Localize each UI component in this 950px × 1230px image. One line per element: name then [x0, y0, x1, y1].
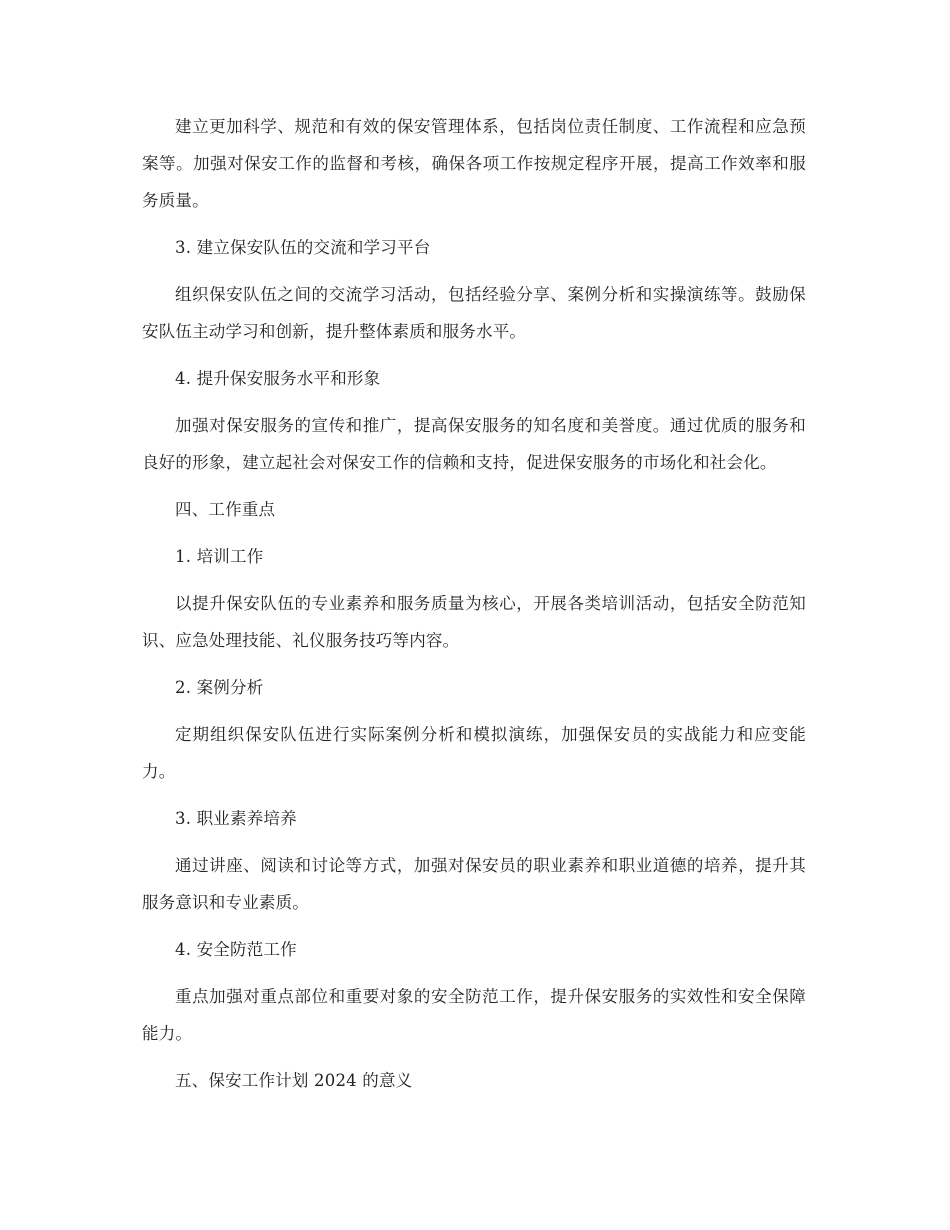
spacer	[142, 575, 806, 585]
section-heading: 2. 案例分析	[175, 678, 264, 697]
paragraph: 重点加强对重点部位和重要对象的安全防范工作，提升保安服务的实效性和安全保障能力。	[142, 987, 806, 1043]
spacer	[142, 659, 806, 669]
spacer	[142, 790, 806, 800]
spacer	[142, 528, 806, 538]
spacer	[142, 837, 806, 847]
section-heading: 4. 提升保安服务水平和形象	[175, 369, 381, 388]
chapter-heading: 四、工作重点	[175, 500, 276, 519]
paragraph: 组织保安队伍之间的交流学习活动，包括经验分享、案例分析和实操演练等。鼓励保安队伍主动学习和创新，提升整体素质和服务水平。	[142, 285, 806, 341]
spacer	[142, 1052, 806, 1062]
spacer	[142, 921, 806, 931]
chapter-heading: 五、保安工作计划 2024 的意义	[175, 1071, 413, 1090]
section-heading: 1. 培训工作	[175, 547, 264, 566]
spacer	[142, 481, 806, 491]
spacer	[142, 706, 806, 716]
spacer	[142, 219, 806, 229]
paragraph: 通过讲座、阅读和讨论等方式，加强对保安员的职业素养和职业道德的培养，提升其服务意识和专业素质。	[142, 856, 806, 912]
paragraph: 加强对保安服务的宣传和推广，提高保安服务的知名度和美誉度。通过优质的服务和良好的形象，建立起社会对保安工作的信赖和支持，促进保安服务的市场化和社会化。	[142, 416, 806, 472]
spacer	[142, 397, 806, 407]
paragraph: 定期组织保安队伍进行实际案例分析和模拟演练，加强保安员的实战能力和应变能力。	[142, 725, 806, 781]
section-heading: 3. 建立保安队伍的交流和学习平台	[175, 238, 431, 257]
spacer	[142, 968, 806, 978]
paragraph: 建立更加科学、规范和有效的保安管理体系，包括岗位责任制度、工作流程和应急预案等。加强对保安工作的监督和考核，确保各项工作按规定程序开展，提高工作效率和服务质量。	[142, 117, 806, 210]
spacer	[142, 266, 806, 276]
section-heading: 4. 安全防范工作	[175, 940, 297, 959]
paragraph: 以提升保安队伍的专业素养和服务质量为核心，开展各类培训活动，包括安全防范知识、应急处理技能、礼仪服务技巧等内容。	[142, 594, 806, 650]
spacer	[142, 350, 806, 360]
section-heading: 3. 职业素养培养	[175, 809, 297, 828]
